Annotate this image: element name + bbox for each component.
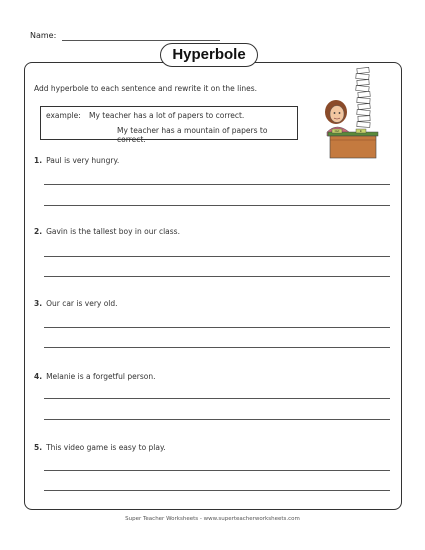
answer-line[interactable]: [44, 419, 390, 420]
question-2: [34, 227, 180, 236]
example-rewritten: My teacher has a mountain of papers to correct.: [117, 126, 268, 144]
question-number: 5.: [34, 443, 43, 452]
name-label: Name:: [30, 31, 57, 40]
answer-line[interactable]: [44, 470, 390, 471]
instructions: Add hyperbole to each sentence and rewrite it on the lines.: [34, 84, 257, 93]
out-tray-label: Out: [334, 130, 340, 133]
in-tray-label: In: [359, 130, 363, 133]
teacher-with-paper-stack-icon: [318, 66, 388, 162]
answer-line[interactable]: [44, 347, 390, 348]
answer-line[interactable]: [44, 490, 390, 491]
question-4: [34, 372, 155, 381]
question-3: [34, 299, 118, 308]
answer-line[interactable]: [44, 398, 390, 399]
question-number: 1.: [34, 156, 43, 165]
question-text: Gavin is the tallest boy in our class.: [46, 227, 180, 236]
answer-line[interactable]: [44, 184, 390, 185]
example-box: [40, 106, 298, 144]
question-text: Our car is very old.: [46, 299, 118, 308]
question-number: 2.: [34, 227, 43, 236]
example-label: example:: [46, 111, 81, 120]
answer-line[interactable]: [44, 256, 390, 257]
question-number: 4.: [34, 372, 43, 381]
answer-line[interactable]: [44, 276, 390, 277]
question-1: [34, 156, 119, 165]
question-text: Melanie is a forgetful person.: [46, 372, 156, 381]
page-title: Hyperbole: [160, 43, 258, 67]
question-number: 3.: [34, 299, 43, 308]
example-sentence: My teacher has a lot of papers to correct.: [89, 111, 245, 120]
question-5: [34, 443, 166, 452]
question-text: This video game is easy to play.: [46, 443, 166, 452]
answer-line[interactable]: [44, 327, 390, 328]
footer: Super Teacher Worksheets - www.superteacherworksheets.com: [125, 516, 300, 522]
question-text: Paul is very hungry.: [46, 156, 120, 165]
answer-line[interactable]: [44, 205, 390, 206]
name-line[interactable]: [62, 40, 220, 41]
